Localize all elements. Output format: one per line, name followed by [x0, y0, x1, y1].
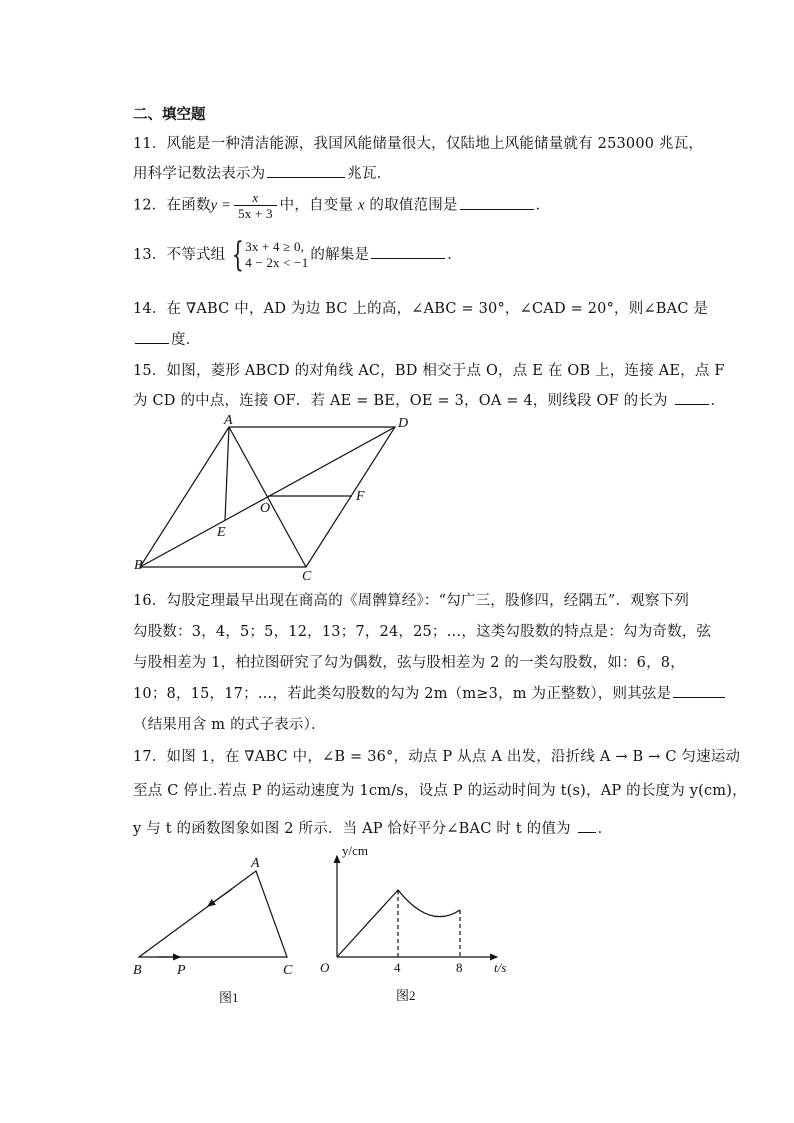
q12-end: ．: [535, 197, 551, 214]
q16-line4-text: 10；8，15，17；…，若此类勾股数的勾为 2m（m≥3，m 为正整数），则其弦是: [133, 686, 672, 702]
q17-line1: 17．如图 1，在 ∇ABC 中，∠B = 36°，动点 P 从点 A 出发，沿折线 A → B → C 匀速运动: [133, 749, 741, 765]
fig2-origin: O: [320, 960, 330, 975]
label-e: E: [217, 525, 226, 540]
fig2-y-label: y/cm: [342, 843, 368, 858]
q12-y: y =: [210, 197, 232, 214]
figure2-graph: [337, 856, 497, 957]
fig1-label-c: C: [283, 963, 293, 978]
q11-unit: 兆瓦．: [347, 166, 392, 182]
q12-denominator: 5x + 3: [234, 205, 277, 221]
fig2-tick-4: 4: [394, 960, 401, 975]
q12-var: x: [357, 197, 365, 214]
label-o: O: [260, 501, 271, 516]
q16-line2: 勾股数：3，4，5；5，12，13；7，24，25；…，这类勾股数的特点是：勾为奇数，弦: [133, 624, 712, 640]
q12-numerator: x: [252, 190, 259, 205]
figure1-triangle: [139, 871, 287, 957]
q12-suffix: 的取值范围是: [369, 197, 458, 214]
q13-brace: {: [232, 235, 245, 275]
q17-line3-text: y 与 t 的函数图象如图 2 所示．当 AP 恰好平分∠BAC 时 t 的值为: [133, 821, 571, 837]
label-d: D: [398, 416, 409, 431]
label-a: A: [224, 413, 233, 428]
section-title: 二、填空题: [133, 107, 206, 123]
q16-line5: （结果用含 m 的式子表示）．: [133, 717, 326, 733]
q11-line1: 11．风能是一种清洁能源，我国风能储量很大，仅陆地上风能储量就有 253000 兆瓦，: [133, 136, 704, 152]
arrow-ab-icon: [208, 889, 232, 906]
q11-line2-text: 用科学记数法表示为: [133, 166, 266, 182]
q16-line1: 16．勾股定理最早出现在商高的《周髀算经》：“勾广三，股修四，经隅五”．观察下列: [133, 593, 690, 609]
q14-line1: 14．在 ∇ABC 中，AD 为边 BC 上的高，∠ABC = 30°，∠CAD = 20°，则∠BAC 是: [133, 301, 709, 317]
fig1-label-a: A: [251, 856, 260, 871]
q14-unit: 度．: [171, 332, 201, 348]
fig1-label-p: P: [177, 963, 186, 978]
fig2-x-label: t/s: [494, 960, 507, 975]
q17-line2: 至点 C 停止.若点 P 的运动速度为 1cm/s，设点 P 的运动时间为 t(s)，AP 的长度为 y(cm)，: [133, 783, 747, 799]
q13-end: ．: [447, 247, 462, 263]
fig1-caption: 图1: [219, 990, 239, 1005]
q13-row1: 3x + 4 ≥ 0,: [245, 239, 305, 254]
q12-prefix: 12．在函数: [133, 197, 211, 214]
q13-suffix: 的解集是: [310, 247, 370, 263]
q12-mid: 中，自变量: [279, 197, 354, 214]
fig2-caption: 图2: [396, 988, 416, 1003]
q17-end: ．: [597, 821, 613, 837]
label-f: F: [356, 489, 365, 504]
q13-prefix: 13．不等式组: [133, 247, 226, 263]
q15-line2-text: 为 CD 的中点，连接 OF．若 AE = BE，OE = 3，OA = 4，则线段 OF 的长为: [133, 393, 668, 409]
label-b: B: [134, 558, 143, 573]
q16-line3: 与股相差为 1，柏拉图研究了勾为偶数，弦与股相差为 2 的一类勾股数，如：6，8，: [133, 655, 685, 671]
label-c: C: [302, 569, 312, 584]
fig1-label-b: B: [133, 963, 142, 978]
fig2-tick-8: 8: [456, 960, 463, 975]
q15-end: ．: [710, 393, 726, 409]
q13-row2: 4 − 2x < −1: [245, 255, 309, 270]
q15-line1: 15．如图，菱形 ABCD 的对角线 AC，BD 相交于点 O，点 E 在 OB 上，连接 AE，点 F: [133, 363, 725, 379]
